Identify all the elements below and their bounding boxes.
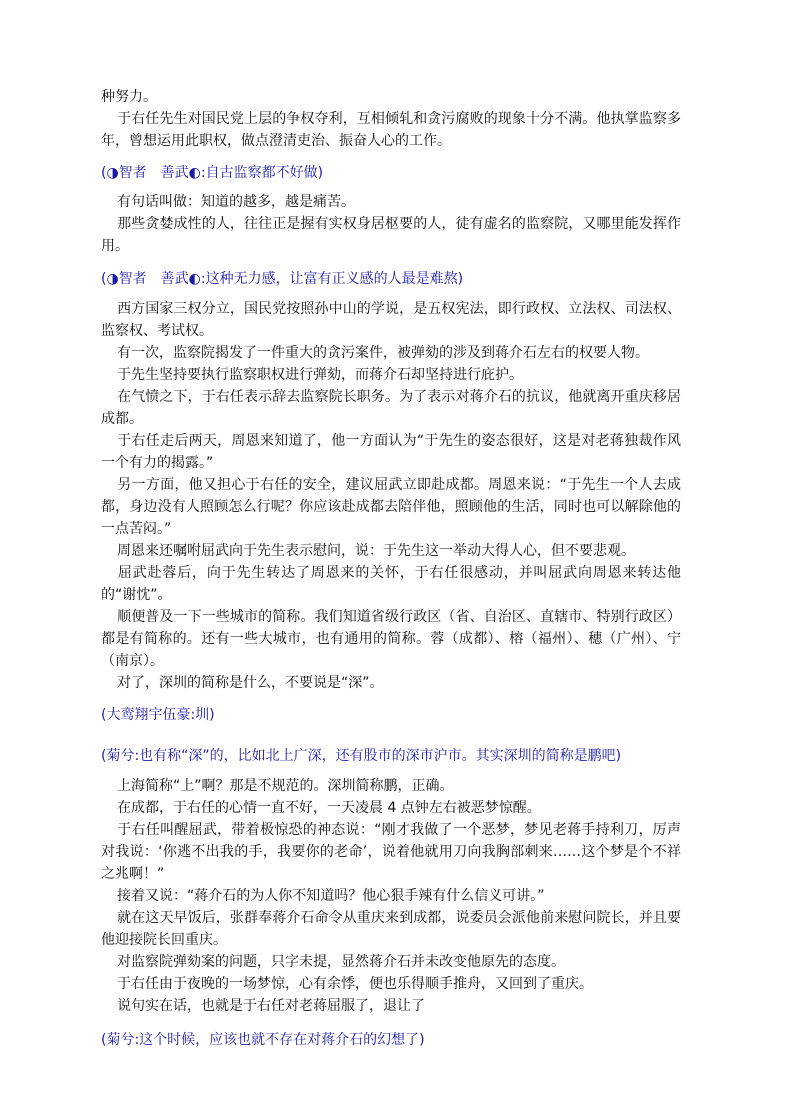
paragraph: 在气愤之下，于右任表示辞去监察院长职务。为了表示对蒋介石的抗议，他就离开重庆移居成都。: [101, 389, 681, 427]
reader-comment: (菊兮:这个时候，应该也就不存在对蒋介石的幻想了): [101, 1032, 425, 1048]
paragraph: 种努力。: [101, 89, 157, 105]
paragraph: 西方国家三权分立，国民党按照孙中山的学说，是五权宪法，即行政权、立法权、司法权、监察权、考试权。: [101, 301, 681, 339]
reader-comment: (大鸾翔宇伍豪:圳): [101, 707, 215, 723]
paragraph: 顺便普及一下一些城市的简称。我们知道省级行政区（省、自治区、直辖市、特别行政区）都是有简称的。还有一些大城市，也有通用的简称。蓉（成都）、榕（福州）、穗（广州）、宁（南京）。: [101, 609, 681, 669]
paragraph: 另一方面，他又担心于右任的安全，建议屈武立即赴成都。周恩来说：“于先生一个人去成都，身边没有人照顾怎么行呢？你应该赴成都去陪伴他，照顾他的生活，同时也可以解除他的一点苦闷。”: [101, 477, 681, 537]
paragraph: 于右任由于夜晚的一场梦惊，心有余悸，便也乐得顺手推舟，又回到了重庆。: [117, 976, 593, 992]
paragraph: 对了，深圳的简称是什么，不要说是“深”。: [117, 675, 384, 691]
paragraph: 于右任叫醒屈武，带着极惊恐的神态说：“刚才我做了一个恶梦，梦见老蒋手持利刀，厉声对我说：‘你逃不出我的手，我要你的老命’，说着他就用刀向我胸部刺来……这个梦是个不祥之兆啊！”: [101, 822, 681, 882]
paragraph: 上海简称“上”啊？那是不规范的。深圳简称鹏，正确。: [117, 778, 454, 794]
paragraph: 有一次，监察院揭发了一件重大的贪污案件，被弹劾的涉及到蒋介石左右的权要人物。: [117, 345, 649, 361]
paragraph: 在成都，于右任的心情一直不好，一天凌晨 4 点钟左右被恶梦惊醒。: [117, 800, 541, 816]
paragraph: 屈武赴蓉后，向于先生转达了周恩来的关怀，于右任很感动，并叫屈武向周恩来转达他的“谢忱”。: [101, 565, 681, 603]
reader-comment: (◑智者 善武◐:自古监察都不好做): [101, 165, 324, 181]
paragraph: 于右任走后两天，周恩来知道了，他一方面认为“于先生的姿态很好，这是对老蒋独裁作风一个有力的揭露。”: [101, 433, 681, 471]
paragraph: 有句话叫做：知道的越多，越是痛苦。: [117, 194, 355, 210]
paragraph: 说句实在话，也就是于右任对老蒋屈服了，退让了: [117, 998, 425, 1014]
paragraph: 那些贪婪成性的人，往往正是握有实权身居枢要的人，徒有虚名的监察院，又哪里能发挥作用。: [101, 216, 681, 254]
reader-comment: (菊兮:也有称“深”的，比如北上广深，还有股市的深市沪市。其实深圳的简称是鹏吧): [101, 748, 622, 764]
paragraph: 周恩来还嘱咐屈武向于先生表示慰问，说：于先生这一举动大得人心，但不要悲观。: [117, 543, 635, 559]
paragraph: 于先生坚持要执行监察职权进行弹劾，而蒋介石却坚持进行庇护。: [117, 367, 523, 383]
paragraph: 就在这天早饭后，张群奉蒋介石命令从重庆来到成都，说委员会派他前来慰问院长，并且要他迎接院长回重庆。: [101, 910, 681, 948]
reader-comment: (◑智者 善武◐:这种无力感，让富有正义感的人最是难熬): [101, 271, 464, 287]
paragraph: 于右任先生对国民党上层的争权夺利，互相倾轧和贪污腐败的现象十分不满。他执掌监察多年，曾想运用此职权，做点澄清吏治、振奋人心的工作。: [101, 111, 681, 149]
paragraph: 接着又说：“蒋介石的为人你不知道吗？他心狠手辣有什么信义可讲。”: [117, 888, 545, 904]
paragraph: 对监察院弹劾案的问题，只字未提，显然蒋介石并未改变他原先的态度。: [117, 954, 565, 970]
